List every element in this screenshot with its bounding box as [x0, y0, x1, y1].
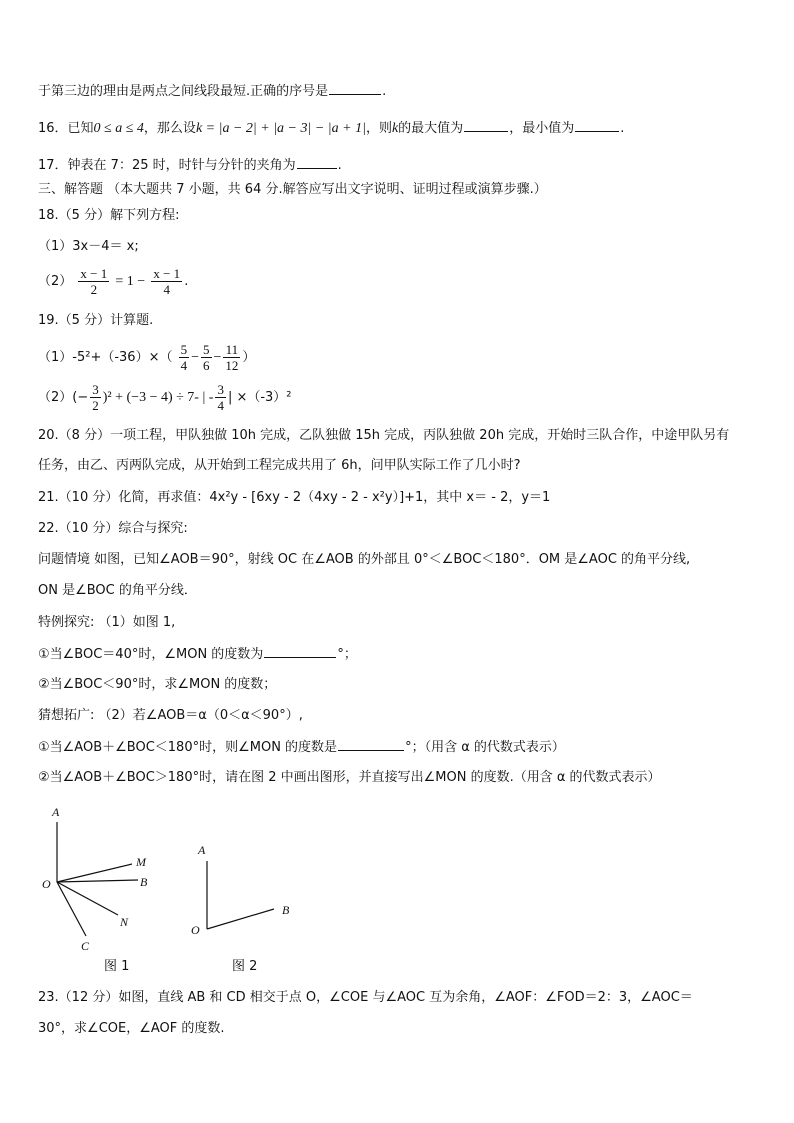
text-line: 于第三边的理由是两点之间线段最短.正确的序号是 . — [38, 84, 387, 99]
question-22-line-6: 猜想拓广: （2）若∠AOB＝α（0＜α＜90°）, — [38, 708, 303, 723]
fraction: $\frac{5}{4}$ — [180, 342, 188, 373]
fraction: $\frac{11}{12}$ — [225, 342, 239, 373]
answer-blank — [464, 119, 508, 132]
question-22-title: 22.（10 分）综合与探究: — [38, 521, 188, 536]
question-22-line-1: 问题情境 如图，已知∠AOB＝90°，射线 OC 在∠AOB 的外部且 0°＜∠BOC＜180°．OM 是∠AOC 的角平分线, — [38, 552, 691, 567]
answer-blank — [338, 738, 404, 751]
question-22-line-8: ②当∠AOB＋∠BOC＞180°时，请在图 2 中画出图形，并直接写出∠MON 的度数.（用含 α 的代数式表示） — [38, 770, 661, 785]
answer-blank — [297, 156, 337, 169]
question-18-part-1: （1）3x－4＝ x; — [38, 239, 139, 254]
question-22-line-5: ②当∠BOC＜90°时，求∠MON 的度数； — [38, 677, 277, 692]
label-m: M — [136, 855, 146, 869]
label-b: B — [140, 875, 148, 889]
question-20-line-2: 任务，由乙、丙两队完成，从开始到工程完成共用了 6h，问甲队实际工作了几小时? — [38, 458, 521, 473]
fraction: $\frac{x - 1}{2}$ — [80, 266, 108, 297]
answer-blank — [329, 82, 381, 95]
question-18-part-2: （2） $\frac{x - 1}{2}$ = 1 − $\frac{x - 1}{4}$ . — [38, 266, 189, 297]
figure-1-caption: 图 1 — [104, 959, 130, 974]
question-23-line-1: 23.（12 分）如图，直线 AB 和 CD 相交于点 O，∠COE 与∠AOC 互为余角，∠AOF：∠FOD＝2：3，∠AOC＝ — [38, 990, 693, 1005]
label-n: N — [120, 915, 129, 929]
ray-om — [57, 864, 132, 882]
label-a: A — [52, 805, 60, 819]
figure-2 — [186, 838, 306, 943]
question-20-line-1: 20.（8 分）一项工程，甲队独做 10h 完成，乙队独做 15h 完成，丙队独做 20h 完成，开始时三队合作，中途甲队另有 — [38, 428, 730, 443]
question-16: 16．已知0 ≤ a ≤ 4，那么设k = |a − 2| + |a − 3| − |a + 1|，则k的最大值为 ，最小值为 . — [38, 121, 625, 136]
question-18-title: 18.（5 分）解下列方程: — [38, 208, 180, 223]
label-o: O — [191, 923, 200, 937]
label-b: B — [282, 903, 290, 917]
fraction: $\frac{3}{4}$ — [217, 382, 224, 413]
fraction: $\frac{x - 1}{4}$ — [153, 266, 181, 297]
fraction: $\frac{3}{2}$ — [92, 382, 99, 413]
label-a: A — [198, 843, 206, 857]
question-22-line-4: ①当∠BOC＝40°时，∠MON 的度数为 °； — [38, 647, 357, 662]
question-22-line-3: 特例探究: （1）如图 1, — [38, 615, 176, 630]
question-22-line-2: ON 是∠BOC 的角平分线． — [38, 583, 197, 598]
figure-2-caption: 图 2 — [232, 959, 258, 974]
question-19-part-1: （1）-5²+（-36）×（ $\frac{5}{4}$ − $\frac{5}{6}$ − $\frac{11}{12}$ ） — [38, 342, 256, 373]
question-23-line-2: 30°，求∠COE，∠AOF 的度数. — [38, 1021, 225, 1036]
label-o: O — [42, 877, 51, 891]
answer-blank — [264, 645, 336, 658]
question-22-line-7: ①当∠AOB＋∠BOC＜180°时，则∠MON 的度数是 °；（用含 α 的代数式表示） — [38, 740, 565, 755]
label-c: C — [81, 939, 90, 953]
question-19-part-2: （2）(− $\frac{3}{2}$ )² + (−3 − 4) ÷ 7- | - $\frac{3}{4}$ | ×（-3）² — [38, 382, 292, 413]
question-17: 17．钟表在 7：25 时，时针与分针的夹角为 . — [38, 158, 342, 173]
question-19-title: 19.（5 分）计算题. — [38, 313, 154, 328]
figure-1 — [30, 800, 180, 960]
ray-ob — [57, 880, 138, 882]
section-heading: 三、解答题 （本大题共 7 小题，共 64 分.解答应写出文字说明、证明过程或演算步骤.） — [38, 182, 547, 197]
question-21: 21.（10 分）化简，再求值：4x²y - [6xy - 2（4xy - 2 - x²y）]+1，其中 x＝ - 2，y＝1 — [38, 490, 551, 505]
answer-blank — [575, 119, 619, 132]
ray-ob — [207, 909, 274, 929]
fraction: $\frac{5}{6}$ — [203, 342, 210, 373]
